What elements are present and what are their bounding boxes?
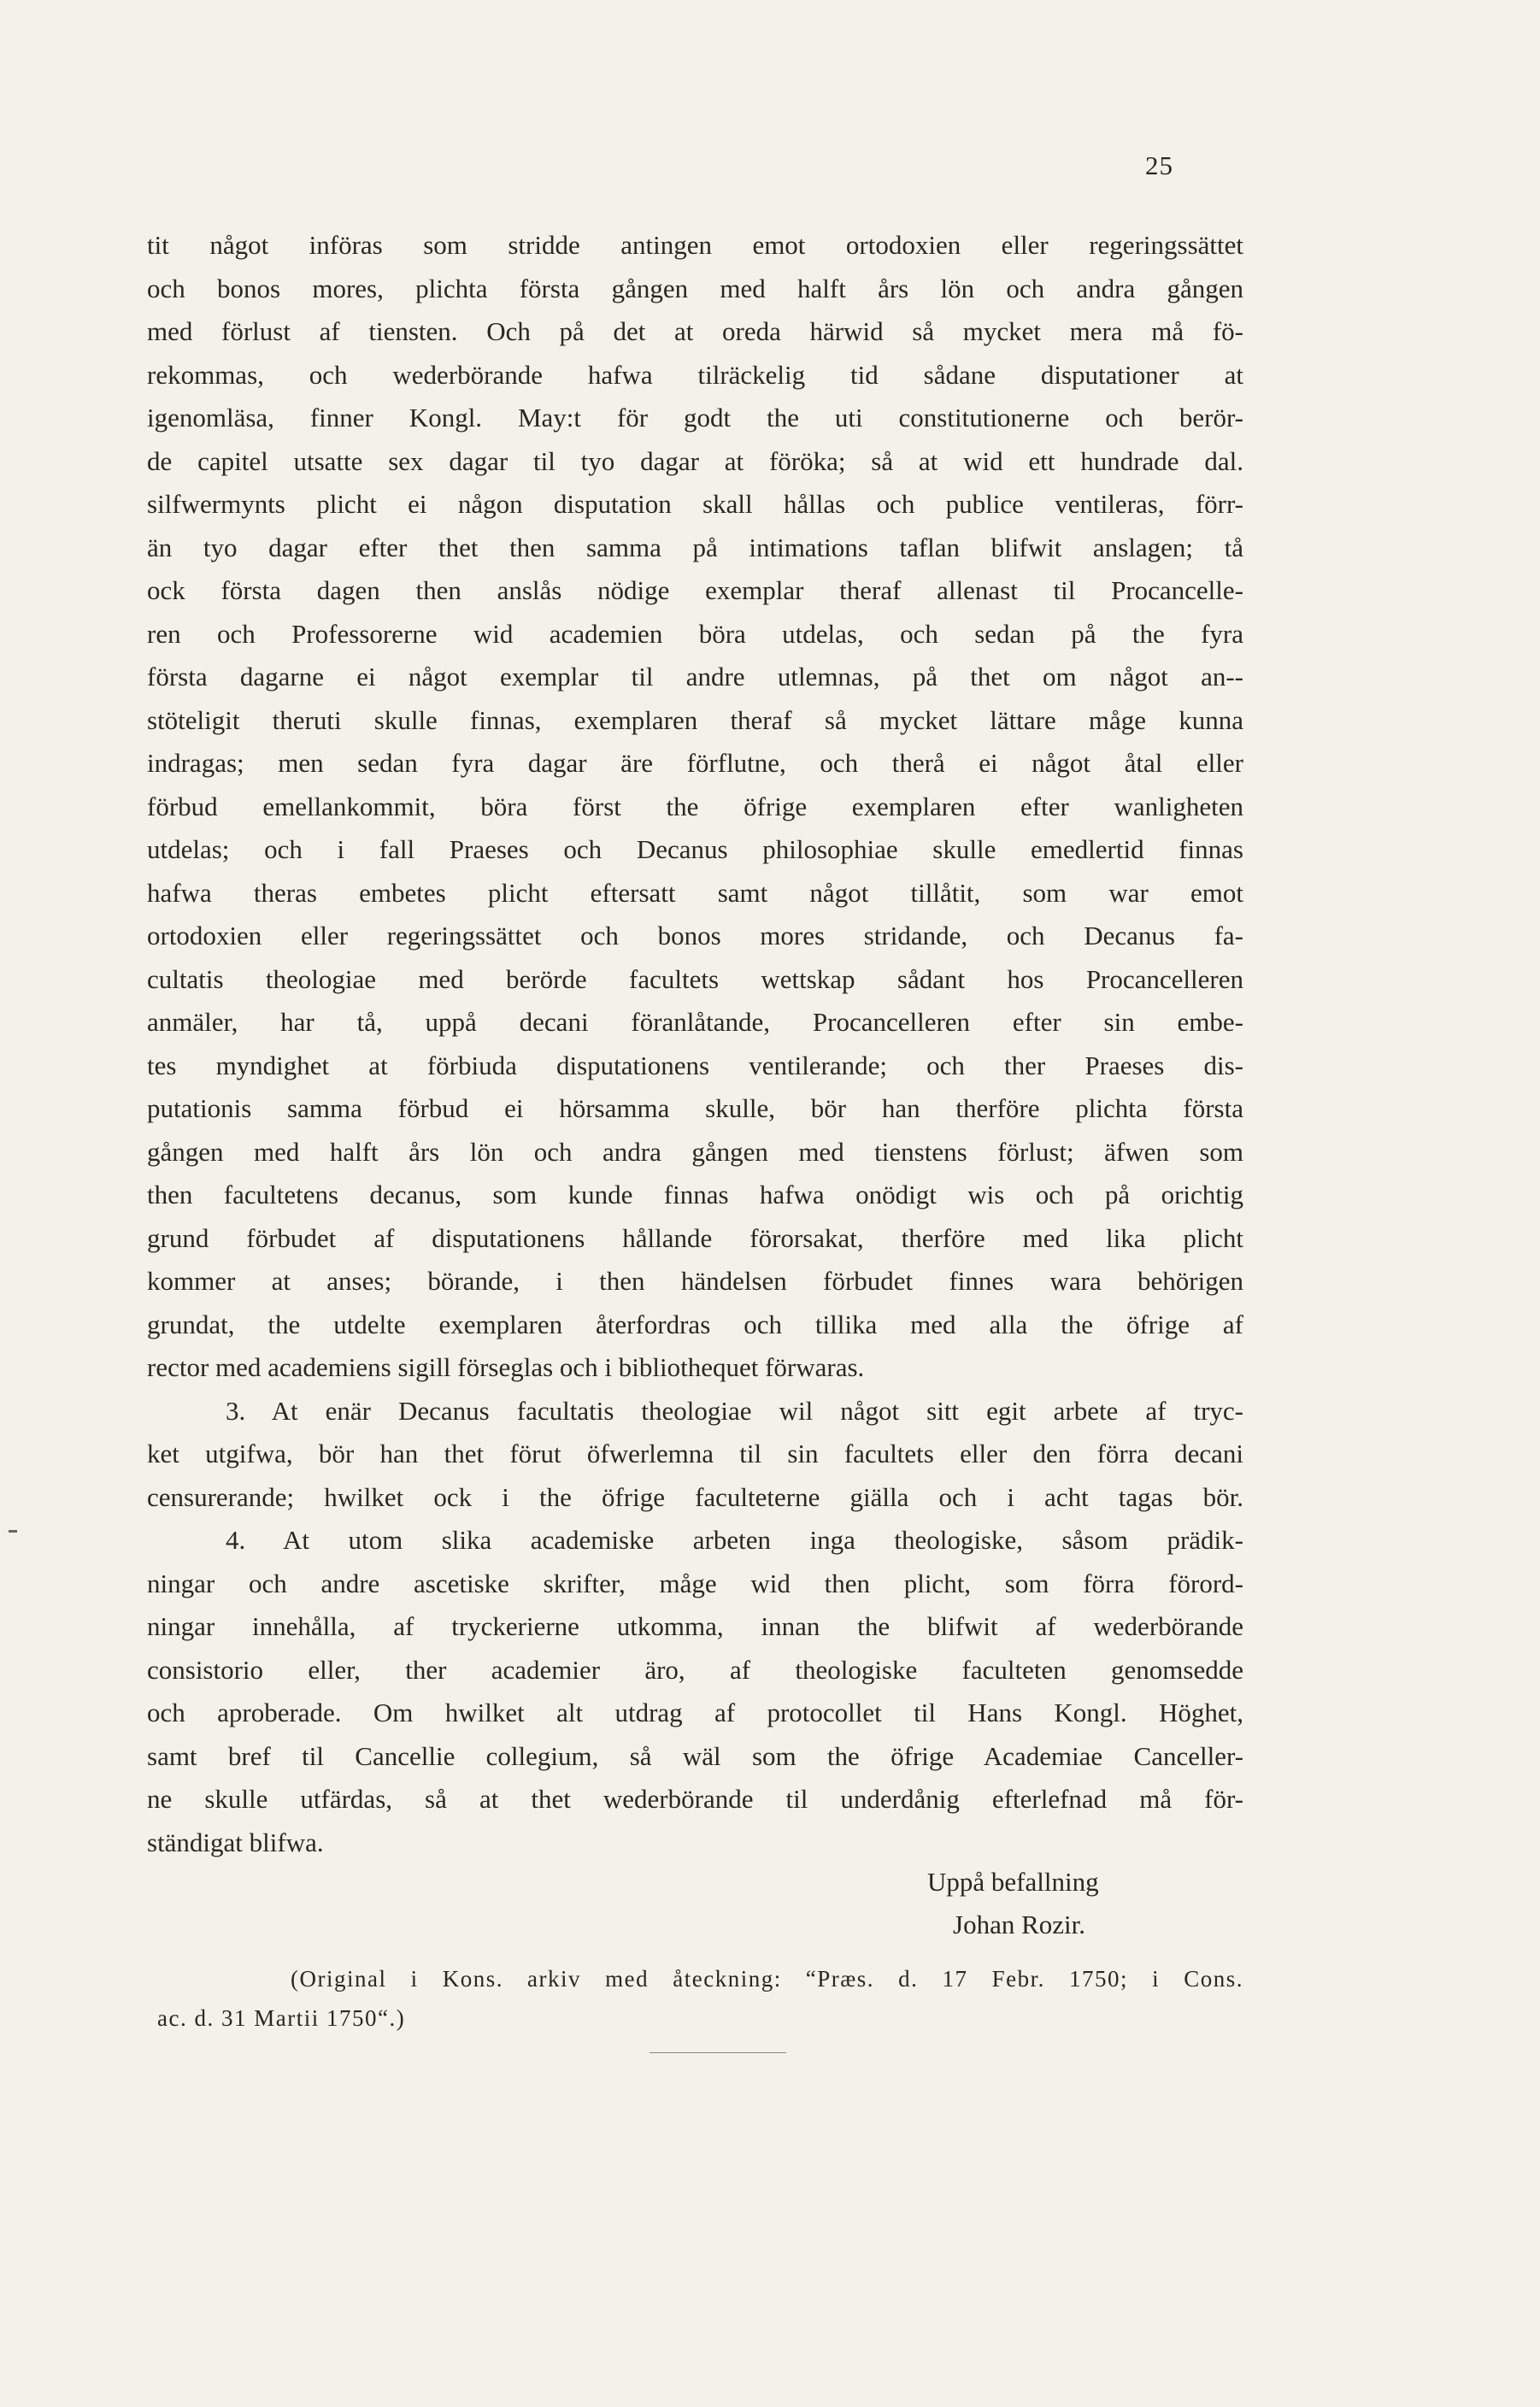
text-line: ne skulle utfärdas, så at thet wederbörande til underdånig efterlefnad må för- — [147, 1784, 1243, 1814]
closing-rule — [650, 2052, 786, 2053]
text-line: igenomläsa, finner Kongl. May:t för godt the uti constitutionerne och berör- — [147, 403, 1243, 433]
signature-block — [927, 1861, 1099, 1946]
text-line: grund förbudet af disputationens hållande förorsakat, therföre med lika plicht — [147, 1222, 1243, 1253]
text-line: och bonos mores, plichta första gången med halft års lön och andra gången — [147, 273, 1243, 303]
text-line: censurerande; hwilket ock i the öfrige faculteterne giälla och i acht tagas bör. — [147, 1481, 1243, 1512]
text-line: silfwermynts plicht ei någon disputation skall hållas och publice ventileras, förr- — [147, 489, 1243, 519]
text-line: första dagarne ei något exemplar til andre utlemnas, på thet om något an-- — [147, 662, 1243, 691]
signature-line-1: Uppå befallning — [927, 1867, 1099, 1897]
text-line: indragas; men sedan fyra dagar äre förflutne, och therå ei något åtal eller — [147, 748, 1243, 778]
text-line: hafwa theras embetes plicht eftersatt samt något tillåtit, som war emot — [147, 877, 1243, 908]
archival-note — [147, 1959, 1243, 2038]
text-line: gången med halft års lön och andra gången med tienstens förlust; äfwen som — [147, 1136, 1243, 1167]
text-line: de capitel utsatte sex dagar til tyo dagar at föröka; så at wid ett hundrade dal. — [147, 445, 1243, 476]
text-line: rekommas, och wederbörande hafwa tilräckelig tid sådane disputationer at — [147, 359, 1243, 390]
text-line: stöteligit theruti skulle finnas, exemplaren theraf så mycket lättare måge kunna — [147, 704, 1243, 735]
text-line: ock första dagen then anslås nödige exemplar theraf allenast til Procancelle- — [147, 575, 1243, 605]
margin-mark — [9, 1530, 17, 1533]
text-line: consistorio eller, ther academier äro, af theologiske faculteten genomsedde — [147, 1654, 1243, 1685]
text-line: samt bref til Cancellie collegium, så wäl som the öfrige Academiae Canceller- — [147, 1740, 1243, 1771]
text-line: rector med academiens sigill förseglas och i bibliothequet förwaras. — [147, 1352, 865, 1382]
text-line: ket utgifwa, bör han thet förut öfwerlemna til sin facultets eller den förra decani — [147, 1439, 1243, 1468]
note-line-2: ac. d. 31 Martii 1750“.) — [157, 2005, 406, 2031]
page-number: 25 — [1145, 150, 1173, 180]
text-line: än tyo dagar efter thet then samma på intimations taflan blifwit anslagen; tå — [147, 532, 1243, 562]
text-line: ren och Professorerne wid academien böra utdelas, och sedan på the fyra — [147, 618, 1243, 649]
note-line-1: (Original i Kons. arkiv med åteckning: “Præs. d. 17 Febr. 1750; i Cons. — [291, 1966, 1243, 1992]
signature-name: Johan Rozir. — [953, 1910, 1085, 1939]
text-line: tit något införas som stridde antingen emot ortodoxien eller regeringssättet — [147, 230, 1243, 260]
text-line: ständigat blifwa. — [147, 1827, 324, 1857]
text-line: utdelas; och i fall Praeses och Decanus philosophiae skulle emedlertid finnas — [147, 834, 1243, 864]
text-line: förbud emellankommit, böra först the öfrige exemplaren efter wanligheten — [147, 791, 1243, 821]
paragraph-3-line: 3. At enär Decanus facultatis theologiae wil något sitt egit arbete af tryc- — [226, 1395, 1243, 1426]
paragraph-4-line: 4. At utom slika academiske arbeten inga theologiske, såsom prädik- — [226, 1525, 1243, 1555]
text-line: och aproberade. Om hwilket alt utdrag af protocollet til Hans Kongl. Höghet, — [147, 1698, 1243, 1727]
text-line: ningar och andre ascetiske skrifter, måge wid then plicht, som förra förord- — [147, 1568, 1243, 1598]
text-line: anmäler, har tå, uppå decani föranlåtande, Procancelleren efter sin embe- — [147, 1007, 1243, 1037]
text-line: cultatis theologiae med berörde facultets wettskap sådant hos Procancelleren — [147, 963, 1243, 994]
body-text — [147, 224, 1243, 1864]
text-line: ningar innehålla, af tryckerierne utkomma, innan the blifwit af wederbörande — [147, 1611, 1243, 1641]
text-line: kommer at anses; börande, i then händelsen förbudet finnes wara behörigen — [147, 1266, 1243, 1296]
text-line: med förlust af tiensten. Och på det at oreda härwid så mycket mera må fö- — [147, 316, 1243, 346]
text-line: putationis samma förbud ei hörsamma skulle, bör han therföre plichta första — [147, 1093, 1243, 1123]
text-line: then facultetens decanus, som kunde finnas hafwa onödigt wis och på orichtig — [147, 1180, 1243, 1209]
text-line: grundat, the utdelte exemplaren återfordras och tillika med alla the öfrige af — [147, 1309, 1243, 1339]
text-line: ortodoxien eller regeringssättet och bonos mores stridande, och Decanus fa- — [147, 921, 1243, 950]
text-line: tes myndighet at förbiuda disputationens ventilerande; och ther Praeses dis- — [147, 1050, 1243, 1080]
